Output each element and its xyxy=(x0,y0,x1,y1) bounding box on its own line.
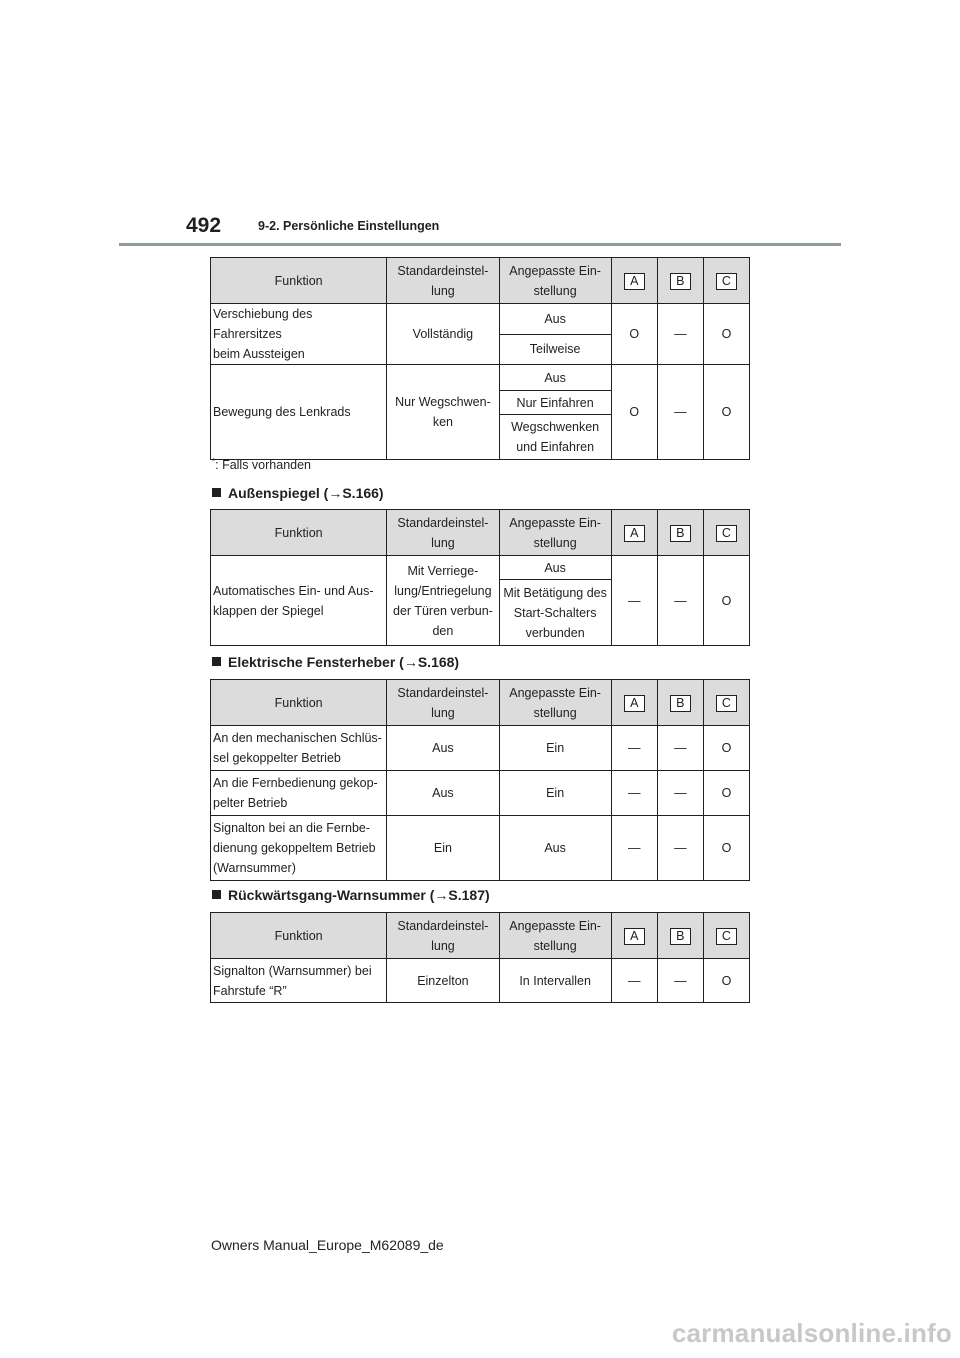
col-b-cell: — xyxy=(657,726,703,771)
header-angepasst: Angepasste Ein- stellung xyxy=(499,680,611,726)
function-cell: An die Fernbedienung gekop- pelter Betrieb xyxy=(211,771,387,816)
col-a-cell: O xyxy=(611,365,657,460)
col-c-cell: O xyxy=(703,816,749,881)
col-a-cell: O xyxy=(611,304,657,365)
page-number: 492 xyxy=(186,214,222,237)
square-bullet-icon xyxy=(212,890,221,899)
col-b-cell: — xyxy=(657,771,703,816)
table-row xyxy=(211,304,750,335)
watermark: carmanualsonline.info xyxy=(671,1318,952,1348)
letter-a-box: A xyxy=(624,695,645,712)
header-standard: Standardeinstel- lung xyxy=(387,913,499,959)
custom-cell: Aus xyxy=(499,816,611,881)
footnote-mark: * xyxy=(212,457,216,466)
default-cell: Aus xyxy=(387,771,499,816)
subhead-reverse-title: Rückwärtsgang-Warnsummer (→S.187) xyxy=(228,887,490,903)
default-cell: Mit Verriege- lung/Entriegelung der Türen verbun- den xyxy=(387,556,499,646)
default-cell: Vollständig xyxy=(387,304,499,365)
settings-table-seat-steering xyxy=(210,257,750,460)
header-funktion: Funktion xyxy=(211,680,387,726)
col-c-cell: O xyxy=(703,726,749,771)
header-funktion: Funktion xyxy=(211,258,387,304)
subhead-reverse xyxy=(212,887,490,903)
default-cell: Nur Wegschwen- ken xyxy=(387,365,499,460)
col-a-cell: — xyxy=(611,816,657,881)
default-cell: Ein xyxy=(387,816,499,881)
table-row xyxy=(211,771,750,816)
function-cell: Verschiebung des Fahrersitzes beim Aussteigen xyxy=(211,304,387,365)
header-angepasst: Angepasste Ein- stellung xyxy=(499,913,611,959)
option-cell: Aus xyxy=(499,556,611,580)
letter-c-box: C xyxy=(716,928,737,945)
custom-cell: Ein xyxy=(499,771,611,816)
function-cell: Signalton (Warnsummer) bei Fahrstufe “R” xyxy=(211,959,387,1003)
custom-cell: In Intervallen xyxy=(499,959,611,1003)
header-col-b xyxy=(657,913,703,959)
header-standard: Standardeinstel- lung xyxy=(387,680,499,726)
custom-cell: Ein xyxy=(499,726,611,771)
table-row xyxy=(211,726,750,771)
default-cell: Einzelton xyxy=(387,959,499,1003)
col-c-cell: O xyxy=(703,771,749,816)
option-cell: Teilweise xyxy=(499,334,611,365)
col-b-cell: — xyxy=(657,365,703,460)
letter-a-box: A xyxy=(624,928,645,945)
option-cell: Aus xyxy=(499,304,611,335)
header-angepasst: Angepasste Ein- stellung xyxy=(499,510,611,556)
option-cell: Nur Einfahren xyxy=(499,391,611,415)
col-a-cell: — xyxy=(611,771,657,816)
table-row xyxy=(211,959,750,1003)
table-row xyxy=(211,556,750,580)
option-cell: Wegschwenken und Einfahren xyxy=(499,415,611,460)
letter-c-box: C xyxy=(716,273,737,290)
table-header-row xyxy=(211,680,750,726)
subhead-windows xyxy=(212,654,459,670)
header-col-a xyxy=(611,913,657,959)
header-standard: Standardeinstel- lung xyxy=(387,510,499,556)
square-bullet-icon xyxy=(212,657,221,666)
function-cell: Automatisches Ein- und Aus- klappen der Spiegel xyxy=(211,556,387,646)
settings-table-mirrors xyxy=(210,509,750,646)
header-standard: Standardeinstel- lung xyxy=(387,258,499,304)
table-row xyxy=(211,816,750,881)
table-header-row xyxy=(211,913,750,959)
letter-b-box: B xyxy=(670,525,691,542)
header-angepasst: Angepasste Ein- stellung xyxy=(499,258,611,304)
col-a-cell: — xyxy=(611,556,657,646)
header-col-b xyxy=(657,510,703,556)
table-header-row xyxy=(211,510,750,556)
col-c-cell: O xyxy=(703,959,749,1003)
section-title: 9-2. Persönliche Einstellungen xyxy=(258,219,440,233)
settings-table-reverse xyxy=(210,912,750,1003)
col-c-cell: O xyxy=(703,365,749,460)
footnote-text: : Falls vorhanden xyxy=(215,458,312,473)
footer-manual-id: Owners Manual_Europe_M62089_de xyxy=(211,1237,444,1253)
letter-c-box: C xyxy=(716,525,737,542)
option-cell: Mit Betätigung des Start-Schalters verbunden xyxy=(499,580,611,646)
default-cell: Aus xyxy=(387,726,499,771)
col-c-cell: O xyxy=(703,556,749,646)
subhead-mirrors-title: Außenspiegel (→S.166) xyxy=(228,485,384,501)
header-col-c xyxy=(703,258,749,304)
header-funktion: Funktion xyxy=(211,913,387,959)
header-col-c xyxy=(703,913,749,959)
letter-b-box: B xyxy=(670,273,691,290)
square-bullet-icon xyxy=(212,488,221,497)
header-col-b xyxy=(657,680,703,726)
header-col-c xyxy=(703,680,749,726)
footnote xyxy=(212,457,311,472)
function-cell: Bewegung des Lenkrads xyxy=(211,365,387,460)
header-col-b xyxy=(657,258,703,304)
letter-b-box: B xyxy=(670,928,691,945)
header-rule xyxy=(119,243,841,246)
header-col-c xyxy=(703,510,749,556)
col-a-cell: — xyxy=(611,959,657,1003)
col-a-cell: — xyxy=(611,726,657,771)
col-b-cell: — xyxy=(657,304,703,365)
letter-c-box: C xyxy=(716,695,737,712)
function-cell: Signalton bei an die Fernbe- dienung gekoppeltem Betrieb (Warnsummer) xyxy=(211,816,387,881)
letter-b-box: B xyxy=(670,695,691,712)
option-cell: Aus xyxy=(499,365,611,391)
col-c-cell: O xyxy=(703,304,749,365)
header-funktion: Funktion xyxy=(211,510,387,556)
col-b-cell: — xyxy=(657,816,703,881)
subhead-mirrors xyxy=(212,485,384,501)
header-col-a xyxy=(611,680,657,726)
letter-a-box: A xyxy=(624,273,645,290)
header-col-a xyxy=(611,510,657,556)
table-row xyxy=(211,365,750,391)
col-b-cell: — xyxy=(657,959,703,1003)
col-b-cell: — xyxy=(657,556,703,646)
header-col-a xyxy=(611,258,657,304)
letter-a-box: A xyxy=(624,525,645,542)
function-cell: An den mechanischen Schlüs- sel gekoppelter Betrieb xyxy=(211,726,387,771)
table-header-row xyxy=(211,258,750,304)
settings-table-windows xyxy=(210,679,750,881)
subhead-windows-title: Elektrische Fensterheber (→S.168) xyxy=(228,654,460,670)
